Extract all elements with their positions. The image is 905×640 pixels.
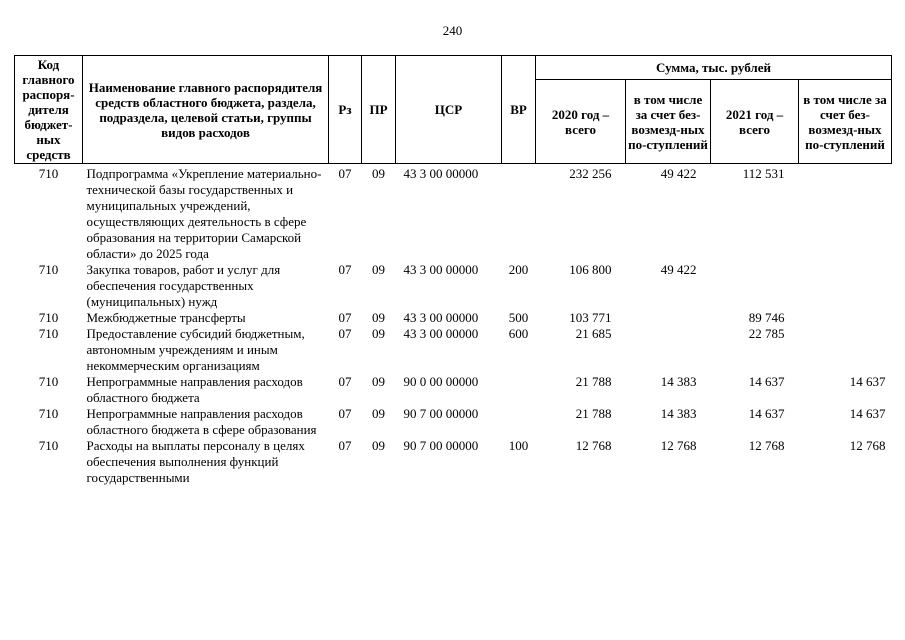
cell-pr: 09 <box>372 406 385 421</box>
cell-csr: 90 7 00 00000 <box>403 438 479 453</box>
cell-2020-free: 49 422 <box>660 262 697 277</box>
cell-csr: 43 3 00 00000 <box>403 166 479 181</box>
header-2021-free: в том числе за счет без-возмезд-ных по-ступлений <box>799 80 892 164</box>
cell-2021-free <box>799 262 892 310</box>
cell-2021-free <box>799 164 892 263</box>
header-2021-total: 2021 год – всего <box>711 80 799 164</box>
cell-csr: 43 3 00 00000 <box>403 310 479 325</box>
cell-2020-free <box>626 326 711 374</box>
header-2020-total: 2020 год – всего <box>536 80 626 164</box>
cell-2020-total: 21 788 <box>575 406 612 421</box>
cell-name: Расходы на выплаты персоналу в целях обеспечения выполнения функций государственными <box>86 438 305 485</box>
cell-2021-total: 89 746 <box>748 310 785 325</box>
header-code: Код главного распоря-дителя бюджет-ных средств <box>15 56 83 164</box>
table-row <box>15 374 892 406</box>
cell-2021-total: 112 531 <box>742 166 785 181</box>
cell-2021-free <box>799 326 892 374</box>
cell-csr: 43 3 00 00000 <box>403 326 479 341</box>
cell-name: Межбюджетные трансферты <box>86 310 246 325</box>
cell-2020-total: 106 800 <box>569 262 612 277</box>
header-2020-free: в том числе за счет без-возмезд-ных по-ступлений <box>626 80 711 164</box>
cell-2021-total: 22 785 <box>748 326 785 341</box>
cell-rz: 07 <box>338 310 352 325</box>
cell-2020-total: 232 256 <box>569 166 612 181</box>
cell-vr: 600 <box>508 326 529 341</box>
header-csr: ЦСР <box>396 56 502 164</box>
cell-2020-total: 12 768 <box>575 438 612 453</box>
cell-2021-free: 12 768 <box>849 438 886 453</box>
cell-rz: 07 <box>338 374 352 389</box>
cell-name: Предоставление субсидий бюджетным, автономным учреждениям и иным некоммерческим организациям <box>86 326 305 373</box>
cell-vr <box>502 406 536 438</box>
cell-csr: 90 7 00 00000 <box>403 406 479 421</box>
cell-rz: 07 <box>338 406 352 421</box>
cell-csr: 90 0 00 00000 <box>403 374 479 389</box>
cell-rz: 07 <box>338 262 352 277</box>
cell-2020-free <box>626 310 711 326</box>
cell-2021-total: 12 768 <box>748 438 785 453</box>
cell-name: Непрограммные направления расходов областного бюджета в сфере образования <box>86 406 317 437</box>
table-body <box>15 164 892 487</box>
cell-rz: 07 <box>338 166 352 181</box>
cell-code: 710 <box>38 166 59 181</box>
table-row <box>15 406 892 438</box>
cell-code: 710 <box>38 262 59 277</box>
table-row <box>15 438 892 486</box>
cell-pr: 09 <box>372 310 385 325</box>
table-row <box>15 310 892 326</box>
cell-vr <box>502 374 536 406</box>
cell-2020-free: 12 768 <box>660 438 697 453</box>
cell-code: 710 <box>38 374 59 389</box>
cell-2020-total: 21 788 <box>575 374 612 389</box>
cell-2020-free: 14 383 <box>660 374 697 389</box>
cell-name: Непрограммные направления расходов областного бюджета <box>86 374 303 405</box>
cell-code: 710 <box>38 438 59 453</box>
cell-2021-free <box>799 310 892 326</box>
header-sum-group: Сумма, тыс. рублей <box>536 56 892 80</box>
cell-pr: 09 <box>372 374 385 389</box>
cell-name: Подпрограмма «Укрепление материально-технической базы государственных и муниципальных учреждений, осуществляющих деятельность в сфере образования на территории Самарской области» до 2025 года <box>86 166 322 261</box>
cell-2020-free: 49 422 <box>660 166 697 181</box>
cell-rz: 07 <box>338 326 352 341</box>
cell-vr: 500 <box>508 310 529 325</box>
cell-2020-total: 21 685 <box>575 326 612 341</box>
cell-pr: 09 <box>372 326 385 341</box>
header-vr: ВР <box>502 56 536 164</box>
cell-vr <box>502 164 536 263</box>
header-name: Наименование главного распорядителя средств областного бюджета, раздела, подраздела, целевой статьи, группы видов расходов <box>83 56 329 164</box>
cell-vr: 100 <box>508 438 529 453</box>
cell-pr: 09 <box>372 262 385 277</box>
budget-table <box>14 55 892 486</box>
header-rz: Рз <box>329 56 362 164</box>
cell-code: 710 <box>38 310 59 325</box>
page-number: 240 <box>442 23 463 38</box>
cell-rz: 07 <box>338 438 352 453</box>
cell-csr: 43 3 00 00000 <box>403 262 479 277</box>
cell-2021-free: 14 637 <box>849 374 886 389</box>
cell-2021-total: 14 637 <box>748 374 785 389</box>
table-header <box>15 56 892 164</box>
cell-2020-free: 14 383 <box>660 406 697 421</box>
cell-code: 710 <box>38 326 59 341</box>
cell-2021-total <box>711 262 799 310</box>
header-pr: ПР <box>362 56 396 164</box>
cell-name: Закупка товаров, работ и услуг для обеспечения государственных (муниципальных) нужд <box>86 262 281 309</box>
cell-pr: 09 <box>372 166 385 181</box>
table-row <box>15 164 892 263</box>
cell-2021-free: 14 637 <box>849 406 886 421</box>
cell-2020-total: 103 771 <box>569 310 612 325</box>
cell-2021-total: 14 637 <box>748 406 785 421</box>
cell-vr: 200 <box>508 262 529 277</box>
cell-pr: 09 <box>372 438 385 453</box>
table-row <box>15 262 892 310</box>
table-row <box>15 326 892 374</box>
cell-code: 710 <box>38 406 59 421</box>
